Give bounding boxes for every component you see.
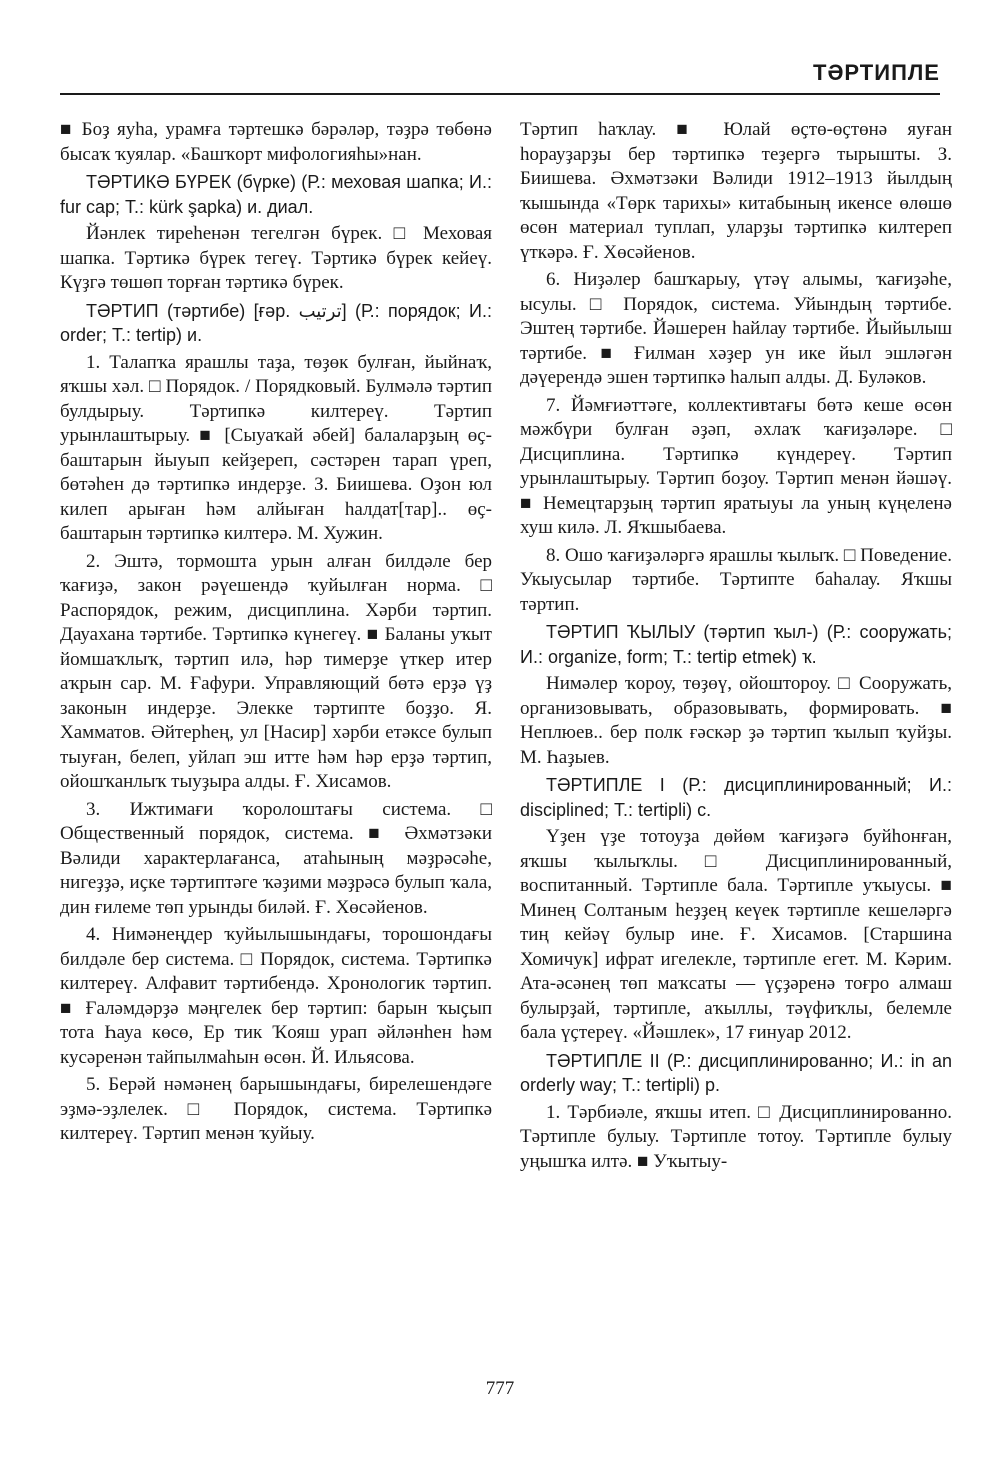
- entry-sense: 1. Талапҡа ярашлы таҙа, төҙөк булған, йыйнаҡ, яҡшы хәл. □ Порядок. / Порядковый. Булмәлә тәртип булдырыу. Тәртипкә килтереү. Тәртип урынлаштырыу. ■ [Сыуаҡай әбей] балаларҙың өҫ-баштарын йыуып кейҙереп, сәстәрен тарап үреп, бөтәһен дә тәртипкә индерҙе. З. Биишева. Оҙон юл килеп арыған һәм алйыған һалдат[тар].. өҫ-баштарын тәртипкә килтерә. М. Хужин.: [60, 351, 492, 544]
- entry-headword: ТӘРТИПЛЕ I (Р.: дисциплинированный; И.: disciplined; Т.: tertipli) с.: [520, 775, 952, 820]
- entry-paragraph: Йәнлек тиреһенән тегелгән бүрек. □ Меховая шапка. Тәртикә бүрек тегеү. Тәртикә бүрек кейеү. Күҙгә төшөп торған тәртикә бүрек.: [60, 223, 492, 293]
- entry-headword: ТӘРТИП (тәртибе) [ғәр. ترتيب] (Р.: порядок; И.: order; Т.: tertip) и.: [60, 300, 492, 345]
- entry-sense: 6. Ниҙәлер башҡарыу, үтәү алымы, ҡағиҙәһе, ысулы. □ Порядок, система. Уйындың тәртибе. Эштең тәртибе. Йәшерен һайлау тәртибе. Йыйылыш тәртибе. ■ Ғилман хәҙер ун ике йыл эшләгән дәүерендә эшен тәртипкә һалып алды. Д. Буләков.: [520, 269, 952, 388]
- entry-sense: 8. Ошо ҡағиҙәләргә ярашлы ҡылыҡ. □ Поведение. Укыусылар тәртибе. Тәртипте баһалау. Яҡшы тәртип.: [520, 544, 952, 615]
- entry-paragraph: ■ Боҙ яуһа, урамға тәртешкә бәрәләр, тәҙрә төбөнә бысаҡ ҡуялар. «Башҡорт мифологияһы»нан.: [60, 119, 492, 165]
- entry-headword: ТӘРТИКӘ БҮРЕК (бүрке) (Р.: меховая шапка; И.: fur cap; Т.: kürk şapka) и. диал.: [60, 172, 492, 217]
- left-column: [60, 118, 492, 1150]
- entry-sense: 1. Тәрбиәле, яҡшы итеп. □ Дисциплинированно. Тәртипле булыу. Тәртипле тотоу. Тәртипле булыу уңышҡа илтә. ■ Уҡытыу-: [520, 1101, 952, 1172]
- entry-sense: 5. Берәй нәмәнең барышындағы, бирелешендәге эҙмә-эҙлелек. □ Порядок, система. Тәртипкә килтереү. Тәртип менән ҡуйыу.: [60, 1074, 492, 1144]
- entry-headword: ТӘРТИПЛЕ II (Р.: дисциплинированно; И.: in an orderly way; Т.: tertipli) р.: [520, 1050, 952, 1095]
- entry-sense: 7. Йәмғиәттәге, коллективтағы бөтә кеше өсөн мәжбүри булған әҙәп, әхлаҡ ҡағиҙәләре. □ Дисциплина. Тәртипкә күндереү. Тәртип урынлаштырыу. Тәртип боҙоу. Тәртип менән йәшәү. ■ Немецтарҙың тәртип яратыуы ла уның күңеленә хуш килә. Л. Яҡшыбаева.: [520, 394, 952, 538]
- entry-sense: 4. Нимәнеңдер ҡуйылышындағы, торошондағы билдәле бер система. □ Порядок, система. Тәртипкә килтереү. Алфавит тәртибендә. Хронологик тәртип. ■ Ғаләмдәрҙә мәңгелек бер тәртип: барын ҡыҫып тота Һауа көсө, Ер тик Ҡояш урап әйләнһен һәм кусәренән тайпылмаһын өсөн. Й. Ильясова.: [60, 924, 492, 1068]
- page-number: 777: [485, 1378, 515, 1399]
- entry-paragraph: Үҙен үҙе тотоуҙа дөйөм ҡағиҙәгә буйһонған, яҡшы ҡылыҡлы. □ Дисциплинированный, воспитанный. Тәртипле бала. Тәртипле уҡыусы. ■ Минең Солтаным һеҙҙең кеүек тәртипле кешеләргә тиң кейәү булыр ине. Ғ. Хисамов. [Старшина Хомичук] ифрат игелекле, тәртипле егет. М. Кәрим. Ата-әсәнең төп маҡсаты — үҫҙәренә тоғро алмаш булырҙай, тәртипле, аҡыллы, тәүфиҡлы, белемле бала үҫтереү. «Йәшлек», 17 ғинуар 2012.: [520, 826, 952, 1043]
- entry-paragraph: Нимәлер ҡороу, төҙөү, ойоштороу. □ Сооружать, организовывать, образовывать, формировать. ■ Неплюев.. бер полк ғәскәр ҙә тәртип ҡылып ҡуйҙы. М. Һаҙыев.: [520, 673, 952, 768]
- right-column: [520, 118, 952, 1177]
- header-rule: [60, 93, 940, 95]
- entry-paragraph: Тәртип һаҡлау. ■ Юлай өҫтө-өҫтөнә яуған һорауҙарҙы бер тәртипкә теҙергә тырышты. З. Биишева. Әхмәтзәки Вәлиди 1912–1913 йылдың ҡышында «Төрк тарихы» китабының икенсе өлөшө өсөн материал туплап, уларҙы тәртипкә килтереп үткәрә. Ғ. Хөсәйенов.: [520, 119, 952, 263]
- running-title: ТӘРТИПЛЕ: [813, 60, 940, 85]
- entry-sense: 2. Эштә, тормошта урын алған билдәле бер ҡағиҙә, закон рәүешендә ҡуйылған норма. □ Распорядок, режим, дисциплина. Хәрби тәртип. Дауахана тәртибе. Тәртипкә күнегеү. ■ Баланы уҡыт йомшаҡлыҡ, тәртип илә, һәр тимерҙе үткер итер аҡрын сар. М. Ғафури. Управляющий бөтә ерҙә үҙ законын индерҙе. Элекке тәртипте боҙҙо. Я. Хамматов. Әйтерһең, ул [Насир] хәрби етәксе булып тыуған, белеп, уйлап эш итте һәм һәр ерҙә тәртип, ойошҡанлыҡ тыуҙыра алды. Ғ. Хисамов.: [60, 550, 492, 792]
- entry-headword: ТӘРТИП ҠЫЛЫУ (тәртип ҡыл-) (Р.: сооружать; И.: organize, form; Т.: tertip etmek) ҡ.: [520, 622, 952, 667]
- entry-sense: 3. Ижтимағи ҡоролоштағы система. □ Общественный порядок, система. ■ Әхмәтзәки Вәлиди характерлағанса, атаһының мәҙрәсәһе, нигеҙҙә, иҫке тәртиптәге ҡәҙими мәҙрәсә булып ҡала, дин ғилеме төп урынды биләй. Ғ. Хөсәйенов.: [60, 798, 492, 918]
